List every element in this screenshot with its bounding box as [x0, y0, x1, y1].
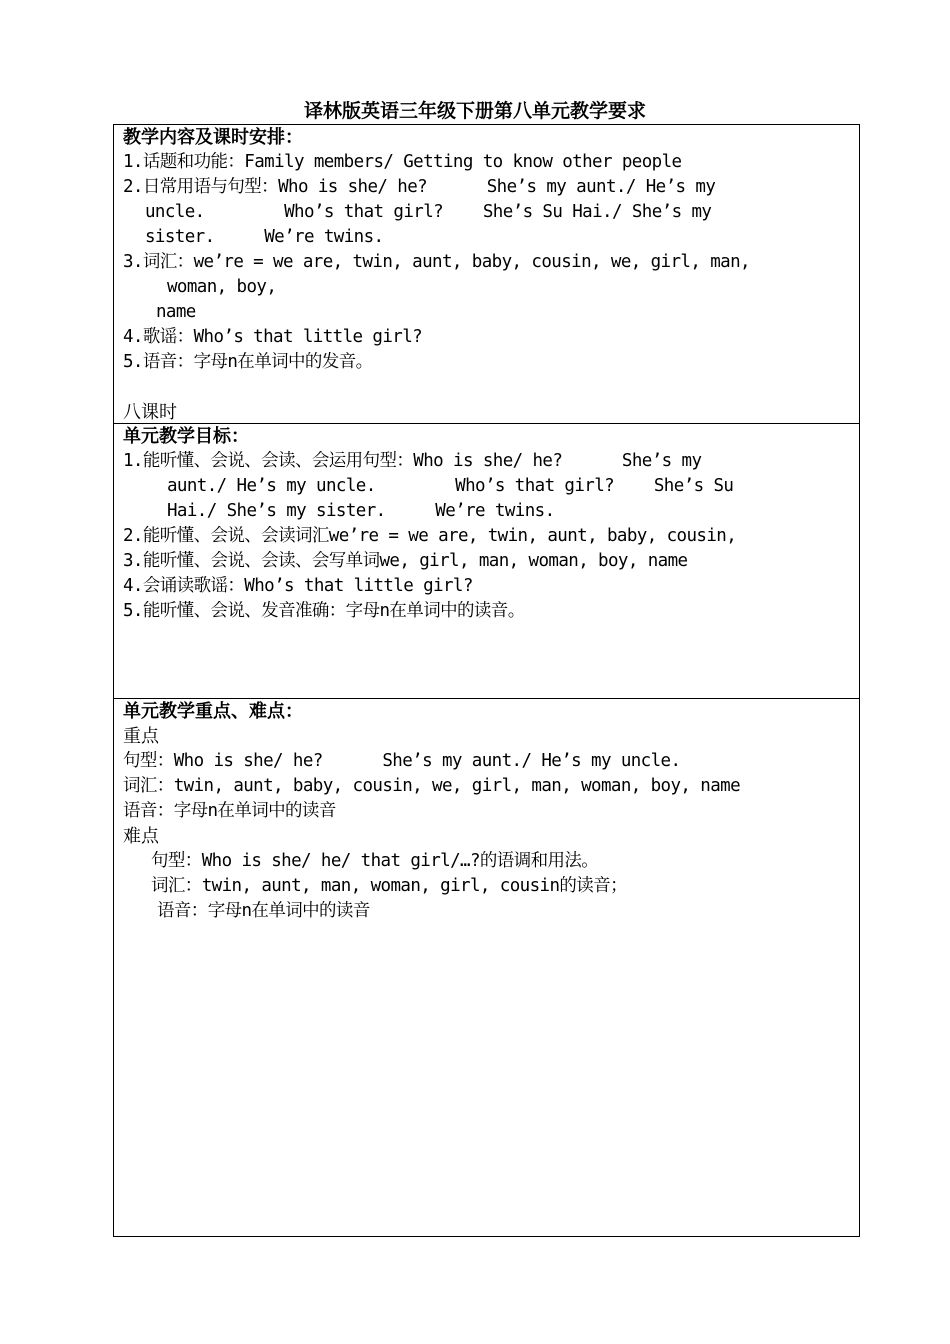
content-line: 2.日常用语与句型：Who is she/ he? She’s my aunt./ He’s my: [123, 177, 716, 197]
difficult-point-line: 词汇：twin, aunt, man, woman, girl, cousin的读音；: [151, 876, 627, 896]
key-points-label: 重点: [123, 726, 159, 747]
key-points-heading: 单元教学重点、难点：: [123, 701, 303, 722]
content-line: 4.歌谣：Who’s that little girl?: [123, 327, 423, 347]
goal-line: aunt./ He’s my uncle. Who’s that girl? She’s Su: [167, 476, 734, 496]
content-line: name: [156, 302, 196, 322]
content-line: 5.语音：字母n在单词中的发音。: [123, 352, 373, 372]
content-line: woman, boy,: [167, 277, 277, 297]
difficult-points-label: 难点: [123, 826, 159, 847]
goal-line: 5.能听懂、会说、发音准确：字母n在单词中的读音。: [123, 601, 525, 621]
key-point-line: 语音：字母n在单词中的读音: [123, 801, 336, 821]
key-point-line: 词汇：twin, aunt, baby, cousin, we, girl, man, woman, boy, name: [123, 776, 741, 796]
teaching-content-heading: 教学内容及课时安排：: [123, 127, 303, 148]
difficult-point-line: 语音：字母n在单词中的读音: [157, 901, 370, 921]
class-periods: 八课时: [123, 402, 177, 423]
spacer: [123, 375, 851, 400]
content-line: 1.话题和功能：Family members/ Getting to know other people: [123, 152, 682, 172]
difficult-point-line: 句型：Who is she/ he/ that girl/…?的语调和用法。: [151, 851, 599, 871]
key-point-line: 句型：Who is she/ he? She’s my aunt./ He’s my uncle.: [123, 751, 681, 771]
goal-line: 1.能听懂、会说、会读、会运用句型：Who is she/ he? She’s my: [123, 451, 702, 471]
document-title: 译林版英语三年级下册第八单元教学要求: [303, 100, 646, 122]
goal-line: 2.能听懂、会说、会读词汇we’re = we are, twin, aunt, baby, cousin,: [123, 526, 737, 546]
content-line: 3.词汇：we’re = we are, twin, aunt, baby, cousin, we, girl, man,: [123, 252, 750, 272]
key-points-cell: [114, 699, 859, 1236]
content-line: uncle. Who’s that girl? She’s Su Hai./ She’s my: [145, 202, 712, 222]
goal-line: Hai./ She’s my sister. We’re twins.: [167, 501, 555, 521]
teaching-content-cell: [114, 125, 859, 424]
teaching-goals-heading: 单元教学目标：: [123, 426, 249, 447]
goal-line: 3.能听懂、会说、会读、会写单词we, girl, man, woman, boy, name: [123, 551, 688, 571]
requirements-table: [113, 124, 860, 1237]
content-line: sister. We’re twins.: [145, 227, 384, 247]
teaching-goals-cell: [114, 424, 859, 699]
goal-line: 4.会诵读歌谣：Who’s that little girl?: [123, 576, 473, 596]
